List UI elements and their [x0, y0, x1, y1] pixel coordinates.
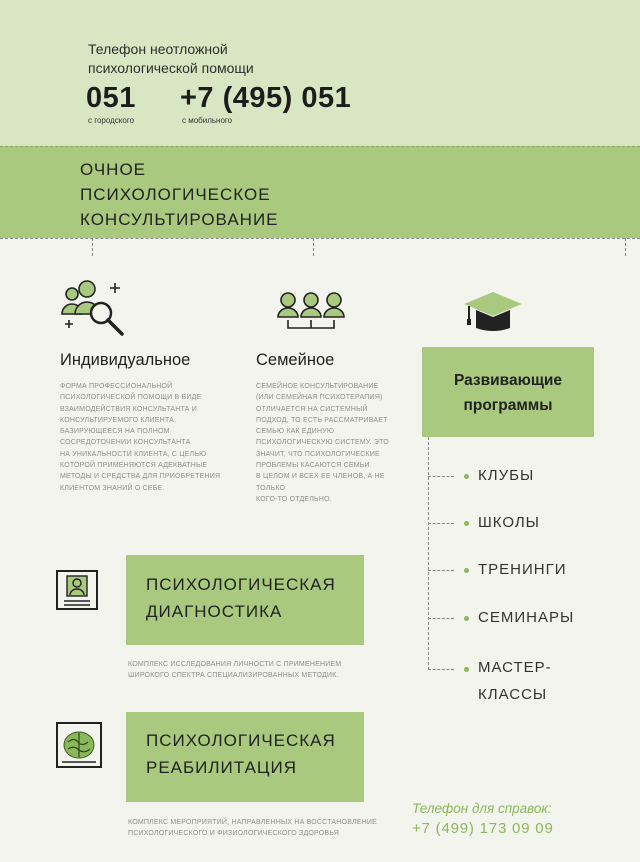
- connector-development: [625, 238, 626, 256]
- hotline-title-line1: Телефон неотложной: [88, 41, 228, 57]
- rehabilitation-title: [146, 727, 336, 781]
- diagnostics-title: [146, 571, 336, 625]
- reference-phone-number[interactable]: +7 (499) 173 09 09: [412, 820, 554, 837]
- individual-text-line: КОНСУЛЬТИРУЕМОГО КЛИЕНТА,: [60, 416, 177, 424]
- tree-branch: [428, 618, 454, 619]
- individual-text-line: ФОРМА ПРОФЕССИОНАЛЬНОЙ: [60, 383, 173, 390]
- individual-text-line: БАЗИРУЮЩЕЕСЯ НА ПОЛНОМ: [60, 428, 170, 436]
- program-clubs: КЛУБЫ: [478, 467, 535, 484]
- individual-text-line: НА УНИКАЛЬНОСТИ КЛИЕНТА, С ЦЕЛЬЮ: [60, 450, 207, 458]
- short-number: 051: [86, 82, 136, 114]
- family-text-line: ЗНАЧИТ, ЧТО ПСИХОЛОГИЧЕСКИЕ: [256, 450, 380, 458]
- hotline-title-line2: психологической помощи: [88, 60, 254, 76]
- tree-branch: [428, 669, 454, 670]
- diagnostics-title-line2: ДИАГНОСТИКА: [146, 602, 283, 621]
- program-seminars: СЕМИНАРЫ: [478, 609, 575, 626]
- diagnostics-description: [128, 659, 388, 682]
- program-masterclasses-line2: КЛАССЫ: [478, 686, 548, 703]
- rehabilitation-description: [128, 817, 388, 840]
- long-number-caption: с мобильного: [182, 116, 233, 125]
- counseling-title-line3: КОНСУЛЬТИРОВАНИЕ: [80, 210, 279, 229]
- family-title: Семейное: [256, 351, 335, 369]
- programs-tree-line: [428, 437, 429, 670]
- family-text-line: ПСИХОЛОГИЧЕСКУЮ СИСТЕМУ. ЭТО: [256, 439, 389, 447]
- individual-text-line: КОТОРОЙ ПРИМЕНЯЮТСЯ АДЕКВАТНЫЕ: [60, 462, 208, 470]
- development-title-line2: программы: [463, 397, 553, 414]
- individual-text-line: ПСИХОЛОГИЧЕСКОЙ ПОМОЩИ В ВИДЕ: [60, 394, 202, 402]
- rehabilitation-title-line2: РЕАБИЛИТАЦИЯ: [146, 758, 297, 777]
- diagnostics-id-card-icon: [56, 570, 98, 610]
- family-text-line: КОГО-ТО ОТДЕЛЬНО.: [256, 495, 332, 503]
- tree-branch: [428, 523, 454, 524]
- rehabilitation-title-line1: ПСИХОЛОГИЧЕСКАЯ: [146, 731, 336, 750]
- individual-text-line: КЛИЕНТОМ ЗНАНИЙ О СЕБЕ.: [60, 484, 165, 492]
- band-top-divider: [0, 146, 640, 147]
- family-description: [256, 381, 406, 505]
- individual-title: Индивидуальное: [60, 351, 191, 369]
- reference-phone-label: Телефон для справок:: [412, 801, 552, 816]
- band-bottom-divider: [0, 238, 640, 239]
- program-trainings: ТРЕНИНГИ: [478, 561, 567, 578]
- diagnostics-text-line: КОМПЛЕКС ИССЛЕДОВАНИЯ ЛИЧНОСТИ С ПРИМЕНЕНИЕМ: [128, 661, 342, 668]
- individual-description: [60, 381, 230, 494]
- family-text-line: ОТЛИЧАЕТСЯ НА СИСТЕМНЫЙ: [256, 405, 368, 413]
- tree-branch: [428, 570, 454, 571]
- diagnostics-text-line: ШИРОКОГО СПЕКТРА СПЕЦИАЛИЗИРОВАННЫХ МЕТОДИК.: [128, 672, 339, 680]
- bullet-icon: [464, 474, 469, 479]
- bullet-icon: [464, 616, 469, 621]
- rehabilitation-text-line: КОМПЛЕКС МЕРОПРИЯТИЙ, НАПРАВЛЕННЫХ НА ВОССТАНОВЛЕНИЕ: [128, 819, 378, 826]
- diagnostics-title-line1: ПСИХОЛОГИЧЕСКАЯ: [146, 575, 336, 594]
- family-text-line: СЕМЕЙНОЕ КОНСУЛЬТИРОВАНИЕ: [256, 383, 379, 390]
- rehabilitation-text-line: ПСИХОЛОГИЧЕСКОГО И ФИЗИОЛОГИЧЕСКОГО ЗДОРОВЬЯ: [128, 830, 340, 838]
- rehabilitation-brain-icon: [56, 722, 102, 768]
- program-masterclasses-line1: МАСТЕР-: [478, 659, 552, 676]
- family-text-line: В ЦЕЛОМ И ВСЕХ ЕЕ ЧЛЕНОВ, А НЕ ТОЛЬКО: [256, 473, 385, 492]
- family-text-line: СЕМЬЮ КАК ЕДИНУЮ: [256, 428, 335, 436]
- counseling-title: [80, 157, 279, 232]
- family-text-line: ПОДХОД, ТО ЕСТЬ РАССМАТРИВАЕТ: [256, 416, 388, 424]
- connector-family: [313, 238, 314, 256]
- graduation-cap-icon: [462, 290, 524, 334]
- long-number: +7 (495) 051: [180, 82, 352, 114]
- individual-search-icon: [60, 274, 130, 338]
- family-group-icon: [276, 290, 346, 334]
- bullet-icon: [464, 568, 469, 573]
- family-text-line: ПРОБЛЕМЫ КАСАЮТСЯ СЕМЬИ: [256, 462, 370, 470]
- bullet-icon: [464, 521, 469, 526]
- individual-text-line: МЕТОДЫ И СРЕДСТВА ДЛЯ ПРИОБРЕТЕНИЯ: [60, 473, 221, 481]
- individual-text-line: СОСРЕДОТОЧЕНИИ КОНСУЛЬТАНТА: [60, 439, 191, 447]
- hotline-title: [88, 40, 348, 78]
- counseling-title-line1: ОЧНОЕ: [80, 160, 147, 179]
- short-number-caption: с городского: [88, 116, 135, 125]
- individual-text-line: ВЗАИМОДЕЙСТВИЯ КОНСУЛЬТАНТА И: [60, 405, 198, 413]
- development-title-line1: Развивающие: [453, 372, 563, 389]
- tree-branch: [428, 476, 454, 477]
- connector-individual: [92, 238, 93, 256]
- development-programs-title: [422, 368, 594, 418]
- bullet-icon: [464, 667, 469, 672]
- family-text-line: (ИЛИ СЕМЕЙНАЯ ПСИХОТЕРАПИЯ): [256, 394, 383, 402]
- program-masterclasses: [478, 654, 552, 708]
- counseling-title-line2: ПСИХОЛОГИЧЕСКОЕ: [80, 185, 271, 204]
- program-schools: ШКОЛЫ: [478, 514, 540, 531]
